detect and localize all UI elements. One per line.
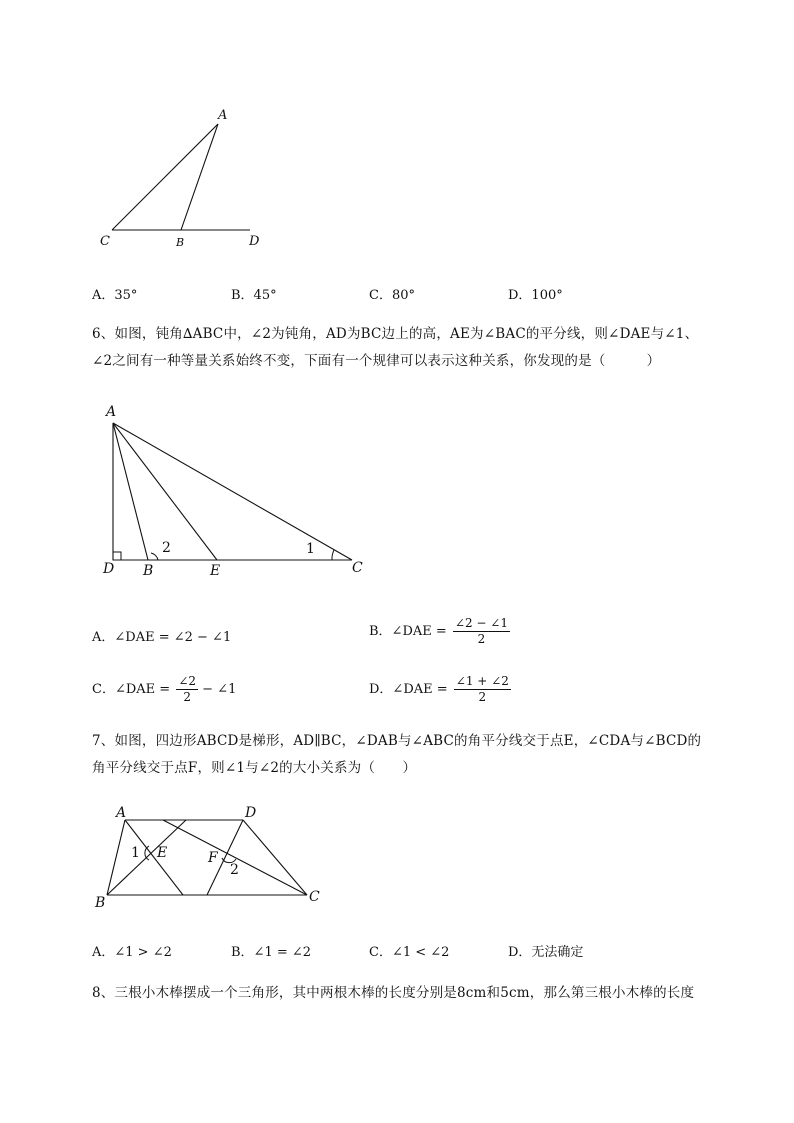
q6-line-1: 6、如图，钝角∆ABC中，∠2为钝角，AD为BC边上的高，AE为∠BAC的平分线，则∠DAE与∠1、 [92, 326, 699, 342]
fig7-label-angle-1: 1 [131, 845, 140, 861]
fig7-label-angle-2: 2 [230, 862, 239, 878]
q6-option-c-denominator: 2 [183, 690, 191, 704]
q6-option-b-denominator: 2 [477, 632, 486, 646]
question-8-text [92, 980, 742, 1007]
fig5-label-a: A [218, 108, 228, 123]
segment-ab [107, 820, 125, 895]
fig6-label-d: D [103, 561, 115, 577]
q7-option-d[interactable]: D．无法确定 [508, 945, 584, 960]
q6-option-d-denominator: 2 [478, 690, 487, 704]
q6-line-2: ∠2之间有一种等量关系始终不变，下面有一个规律可以表示这种关系，你发现的是（ ） [92, 353, 661, 369]
fig5-label-d: D [249, 234, 260, 249]
q5-option-a[interactable]: A．35° [92, 288, 138, 303]
fig7-label-f: F [208, 850, 218, 866]
q7-option-a[interactable]: A．∠1 > ∠2 [92, 945, 172, 960]
segment-dc [243, 820, 307, 895]
q6-option-d-numerator: ∠1 + ∠2 [455, 674, 509, 688]
fig5-label-b: B [176, 236, 185, 249]
fig7-label-a: A [116, 805, 127, 821]
q7-option-b[interactable]: B．∠1 = ∠2 [231, 945, 312, 960]
fig6-label-c: C [352, 560, 363, 576]
q5-option-c[interactable]: C．80° [369, 288, 415, 303]
fig6-label-b: B [143, 563, 154, 579]
q6-option-c-numerator: ∠2 [178, 674, 197, 688]
fig7-label-b: B [95, 895, 106, 911]
q6-option-c-prefix: C．∠DAE = [92, 682, 171, 697]
segment-c-bisector [163, 820, 307, 895]
q8-line-1: 8、三根小木棒摆成一个三角形，其中两根木棒的长度分别是8cm和5cm，那么第三根小木棒的长度 [92, 985, 695, 1001]
fig5-label-c: C [100, 234, 110, 249]
fig6-label-angle-1: 1 [306, 541, 315, 557]
q6-option-a[interactable]: A．∠DAE = ∠2 − ∠1 [92, 630, 232, 645]
q6-option-c-suffix: − ∠1 [202, 682, 237, 697]
q5-option-b[interactable]: B．45° [231, 288, 277, 303]
q5-option-d[interactable]: D．100° [508, 288, 563, 303]
q6-option-b-prefix: B．∠DAE = [369, 624, 447, 639]
fig7-label-d: D [245, 805, 257, 821]
fig6-label-angle-2: 2 [162, 540, 171, 556]
fig7-label-e: E [157, 845, 168, 861]
fig6-label-e: E [210, 563, 221, 579]
fig6-label-a: A [106, 404, 117, 420]
q7-line-2: 角平分线交于点F，则∠1与∠2的大小关系为（ ） [92, 760, 417, 776]
q6-option-d-prefix: D．∠DAE = [369, 682, 448, 697]
q6-option-b-numerator: ∠2 − ∠1 [454, 616, 508, 630]
fig7-label-c: C [309, 889, 320, 905]
q7-line-1: 7、如图，四边形ABCD是梯形，AD∥BC，∠DAB与∠ABC的角平分线交于点E，∠CDA与∠BCD的 [92, 733, 702, 749]
q7-option-c[interactable]: C．∠1 < ∠2 [369, 945, 450, 960]
